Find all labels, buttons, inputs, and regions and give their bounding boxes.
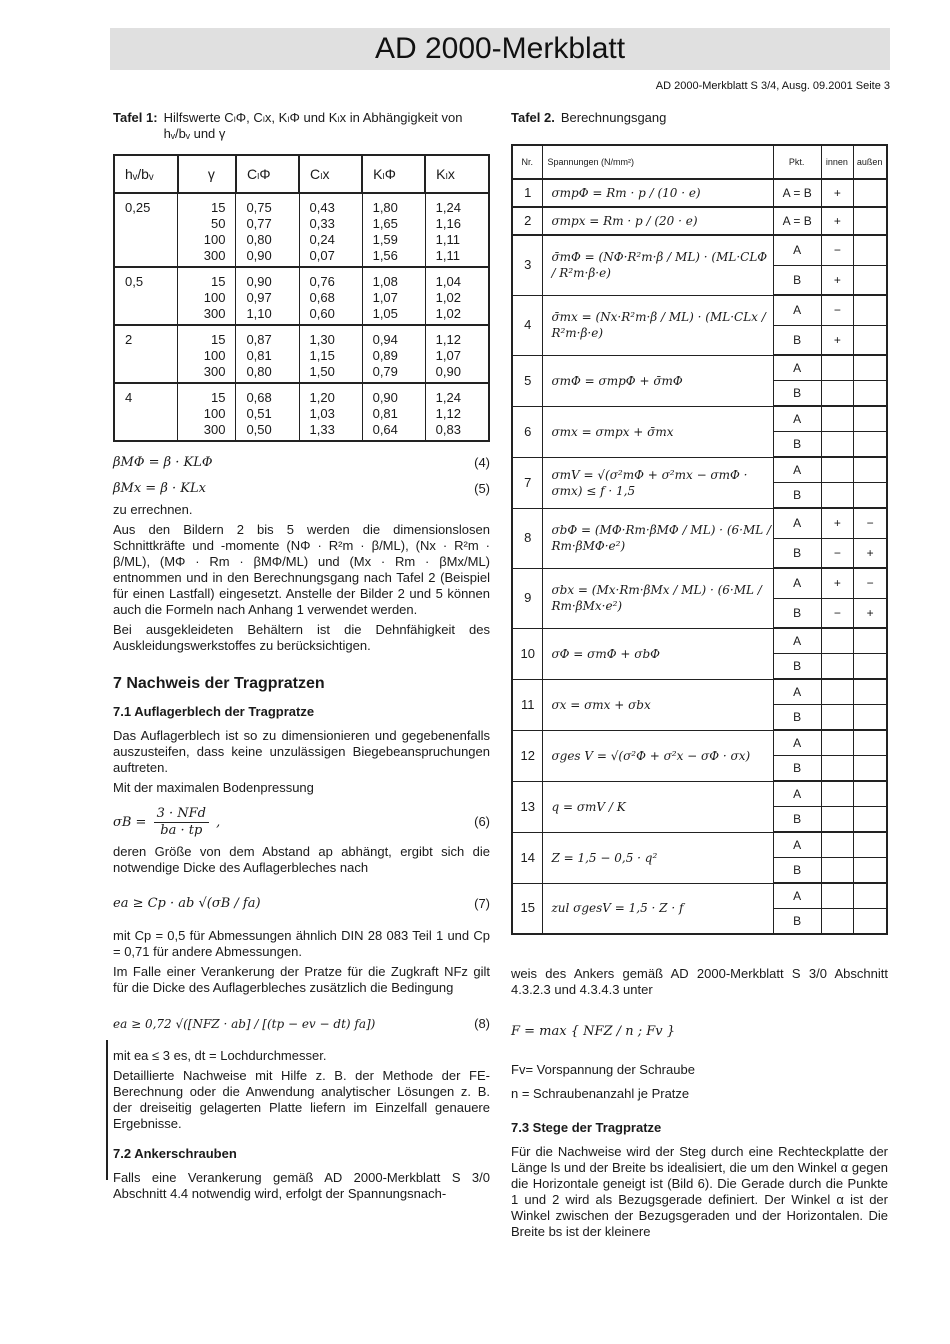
aussen-cell: [854, 406, 887, 432]
formula-cell: σ̄mx = (Nx·R²m·β / ML) · (ML·CLx / R²m·β·e): [543, 295, 773, 355]
innen-cell: −: [821, 598, 854, 628]
equation-text: ea ≥ 0,72 √([NFZ · ab] / [(tp − ev − dt) fa]): [113, 1017, 376, 1031]
aussen-cell: −: [854, 508, 887, 538]
table-row: [512, 508, 887, 538]
paragraph: Mit der maximalen Bodenpressung: [113, 780, 314, 795]
innen-cell: +: [821, 265, 854, 295]
right-column: [511, 110, 888, 1239]
pkt-cell: B: [773, 381, 821, 407]
pkt-cell: B: [773, 598, 821, 628]
cell-value: 0,90: [246, 274, 272, 289]
cell-value: 0,64: [372, 422, 398, 437]
aussen-cell: [854, 295, 887, 325]
pkt-cell: B: [773, 654, 821, 680]
cell-value: 0,87: [246, 332, 272, 347]
table-cell: [178, 325, 236, 383]
cell-value: 1,24: [435, 390, 461, 405]
row-number: 12: [512, 730, 543, 781]
table-row: [512, 457, 887, 483]
tafel1-caption-text: Hilfswerte CₗΦ, Cₗx, KₗΦ und Kₗx in Abhängigkeit von hᵥ/bᵥ und γ: [163, 110, 463, 141]
paragraph: Für die Nachweise wird der Steg durch eine Rechteckplatte der Länge ls und der Breite bs idealisiert, die um den Winkel α gegen die Horizontale geneigt ist (Bild 6). Die Gerade durch die Punkte 1 und 2 wird als Bezugsgerade definiert. Der Winkel α ist der Winkel zwischen der Bezugsgeraden und der Horizontalen. Die Breite bs ist der kleinere: [511, 1144, 888, 1239]
table-row: [512, 179, 887, 207]
paragraph: Detaillierte Nachweise mit Hilfe z. B. der Methode der FE-Berechnung oder die Anwendung analytischer Lösungen z. B. der dreiseitig gelagerten Platte liefern im Einzelfall genauere Ergebnisse.: [113, 1068, 490, 1131]
aussen-cell: [854, 355, 887, 381]
row-number: 1: [512, 179, 543, 207]
row-number: 8: [512, 508, 543, 568]
aussen-cell: [854, 909, 887, 935]
row-number: 5: [512, 355, 543, 406]
paragraph: Bei ausgekleideten Behältern ist die Dehnfähigkeit des Auskleidungswerkstoffes zu berücksichtigen.: [113, 622, 490, 653]
pkt-cell: A: [773, 568, 821, 598]
innen-cell: [821, 705, 854, 731]
formula-cell: σx = σmx + σbx: [543, 679, 773, 730]
formula-cell: σmx = σmpx + σ̄mx: [543, 406, 773, 457]
tafel2-table: [511, 144, 888, 935]
fraction-numerator: 3 · NFd: [154, 806, 209, 823]
table-cell: [114, 267, 178, 325]
table-cell: [236, 267, 299, 325]
cell-value: 1,30: [309, 332, 335, 347]
table-cell: [178, 193, 236, 267]
pkt-cell: B: [773, 705, 821, 731]
cell-value: 1,33: [309, 422, 335, 437]
page-header: [110, 28, 890, 70]
aussen-cell: [854, 457, 887, 483]
aussen-cell: [854, 730, 887, 756]
table-row: [512, 406, 887, 432]
pkt-cell: B: [773, 325, 821, 355]
formula-cell: σΦ = σmΦ + σbΦ: [543, 628, 773, 679]
innen-cell: [821, 781, 854, 807]
table-header: KₗΦ: [362, 155, 425, 193]
aussen-cell: [854, 235, 887, 265]
pkt-cell: A: [773, 679, 821, 705]
pkt-cell: B: [773, 483, 821, 509]
cell-value: 0,90: [246, 248, 272, 263]
equation-lhs: σB =: [113, 814, 147, 830]
equation-number: (8): [474, 1016, 490, 1031]
cell-value: 0,43: [309, 200, 335, 215]
pkt-cell: B: [773, 858, 821, 884]
cell-value: 0,90: [372, 390, 398, 405]
aussen-cell: [854, 705, 887, 731]
table-row: [512, 679, 887, 705]
formula-cell: σmpΦ = Rm · p / (10 · e): [543, 179, 773, 207]
table-cell: [114, 325, 178, 383]
cell-value: 0,5: [125, 274, 144, 289]
table-cell: [114, 193, 178, 267]
cell-value: 1,59: [372, 232, 398, 247]
table-header: außen: [854, 145, 887, 179]
cell-value: 1,04: [435, 274, 461, 289]
innen-cell: [821, 730, 854, 756]
table-header: Spannungen (N/mm²): [543, 145, 773, 179]
innen-cell: [821, 457, 854, 483]
cell-value: 15: [210, 200, 226, 215]
aussen-cell: [854, 265, 887, 295]
equation-text: βMΦ = β · KLΦ: [113, 455, 213, 470]
cell-value: 300: [203, 422, 226, 437]
cell-value: 0,24: [309, 232, 335, 247]
subsection-heading: 7.1 Auflagerblech der Tragpratze: [113, 704, 315, 719]
table-header: hᵥ/bᵥ: [114, 155, 178, 193]
cell-value: 300: [203, 248, 226, 263]
row-number: 2: [512, 207, 543, 235]
pkt-cell: A = B: [773, 179, 821, 207]
formula-cell: q = σmV / K: [543, 781, 773, 832]
cell-value: 1,50: [309, 364, 335, 379]
row-number: 3: [512, 235, 543, 295]
cell-value: 0,79: [372, 364, 398, 379]
fraction-denominator: ba · tp: [160, 822, 203, 838]
innen-cell: [821, 628, 854, 654]
aussen-cell: [854, 483, 887, 509]
aussen-cell: [854, 628, 887, 654]
cell-value: 0,33: [309, 216, 335, 231]
cell-value: 1,10: [246, 306, 272, 321]
cell-value: 1,02: [435, 306, 461, 321]
cell-value: 0,50: [246, 422, 272, 437]
paragraph: n = Schraubenanzahl je Pratze: [511, 1086, 690, 1101]
table-row: [512, 295, 887, 325]
cell-value: 1,07: [435, 348, 461, 363]
paragraph: zu errechnen.: [113, 502, 193, 517]
table-row: [114, 193, 489, 267]
pkt-cell: B: [773, 756, 821, 782]
table-cell: [299, 193, 362, 267]
equation-number: (5): [474, 481, 490, 496]
cell-value: 1,03: [309, 406, 335, 421]
innen-cell: [821, 483, 854, 509]
equation-number: (4): [474, 455, 490, 470]
innen-cell: [821, 654, 854, 680]
cell-value: 0,94: [372, 332, 398, 347]
document-meta: AD 2000-Merkblatt S 3/4, Ausg. 09.2001 Seite 3: [655, 80, 890, 92]
cell-value: 0,89: [372, 348, 398, 363]
table-cell: [236, 383, 299, 441]
table-cell: [425, 383, 489, 441]
innen-cell: [821, 883, 854, 909]
tafel1-table: [113, 154, 490, 442]
pkt-cell: A: [773, 406, 821, 432]
cell-value: 1,08: [372, 274, 398, 289]
equation-8: [113, 1000, 490, 1048]
cell-value: 2: [125, 332, 133, 347]
table-row: [114, 325, 489, 383]
equation-text: F = max { NFZ / n ; Fv }: [511, 1024, 675, 1039]
cell-value: 0,25: [125, 200, 151, 215]
row-number: 14: [512, 832, 543, 883]
table-header: CₗΦ: [236, 155, 299, 193]
aussen-cell: [854, 807, 887, 833]
left-column: [113, 110, 490, 1206]
pkt-cell: A: [773, 235, 821, 265]
cell-value: 1,24: [435, 200, 461, 215]
paragraph: Im Falle einer Verankerung der Pratze für die Zugkraft NFz gilt für die Dicke des Auflagerbleches zusätzlich die Bedingung: [113, 964, 490, 995]
cell-value: 50: [210, 216, 226, 231]
aussen-cell: [854, 858, 887, 884]
cell-value: 100: [203, 290, 226, 305]
formula-cell: σmpx = Rm · p / (20 · e): [543, 207, 773, 235]
innen-cell: [821, 807, 854, 833]
innen-cell: [821, 381, 854, 407]
pkt-cell: A: [773, 295, 821, 325]
cell-value: 1,12: [435, 332, 461, 347]
paragraph: mit ea ≤ 3 es, dt = Lochdurchmesser.: [113, 1048, 327, 1063]
innen-cell: −: [821, 235, 854, 265]
formula-cell: σ̄mΦ = (NΦ·R²m·β / ML) · (ML·CLΦ / R²m·β·e): [543, 235, 773, 295]
cell-value: 0,68: [309, 290, 335, 305]
aussen-cell: [854, 679, 887, 705]
pkt-cell: B: [773, 432, 821, 458]
cell-value: 0,51: [246, 406, 272, 421]
table-cell: [362, 383, 425, 441]
paragraph: Aus den Bildern 2 bis 5 werden die dimensionslosen Schnittkräfte und -momente (NΦ · R²m · β/ML), (Nx · R²m · β/ML), (MΦ · Rm · βMΦ/ML) und (Mx · Rm · βMx/ML) entnommen und in den Berechnungsgang nach Tafel 2 (Beispiel für einen Lastfall) eingesetzt. Anstelle der Bilder 2 und 5 können auch die Formeln nach Anhang 1 verwendet werden.: [113, 522, 490, 617]
pkt-cell: B: [773, 807, 821, 833]
table-cell: [178, 383, 236, 441]
table-cell: [425, 267, 489, 325]
table-row: [512, 568, 887, 598]
table-row: [512, 628, 887, 654]
row-number: 9: [512, 568, 543, 628]
tafel2-label: Tafel 2.: [511, 110, 555, 125]
table-header: innen: [821, 145, 854, 179]
pkt-cell: B: [773, 265, 821, 295]
row-number: 10: [512, 628, 543, 679]
formula-cell: σmΦ = σmpΦ + σ̄mΦ: [543, 355, 773, 406]
aussen-cell: [854, 654, 887, 680]
table-cell: [425, 325, 489, 383]
aussen-cell: [854, 381, 887, 407]
row-number: 11: [512, 679, 543, 730]
cell-value: 1,56: [372, 248, 398, 263]
pkt-cell: A: [773, 730, 821, 756]
cell-value: 1,80: [372, 200, 398, 215]
aussen-cell: +: [854, 598, 887, 628]
cell-value: 0,77: [246, 216, 272, 231]
row-number: 7: [512, 457, 543, 508]
pkt-cell: A: [773, 781, 821, 807]
table-cell: [362, 193, 425, 267]
cell-value: 0,81: [246, 348, 272, 363]
cell-value: 0,83: [435, 422, 461, 437]
cell-value: 1,65: [372, 216, 398, 231]
cell-value: 1,07: [372, 290, 398, 305]
pkt-cell: A: [773, 355, 821, 381]
table-row: [114, 383, 489, 441]
innen-cell: [821, 355, 854, 381]
table-cell: [178, 267, 236, 325]
paragraph: mit Cp = 0,5 für Abmessungen ähnlich DIN 28 083 Teil 1 und Cp = 0,71 für andere Abmessungen.: [113, 928, 490, 959]
table-row: [512, 235, 887, 265]
row-number: 4: [512, 295, 543, 355]
cell-value: 0,76: [309, 274, 335, 289]
cell-value: 1,16: [435, 216, 461, 231]
row-number: 13: [512, 781, 543, 832]
equation-4: [113, 450, 490, 476]
table-header: Nr.: [512, 145, 543, 179]
innen-cell: +: [821, 325, 854, 355]
change-marker: [106, 1040, 108, 1180]
table-row: [512, 730, 887, 756]
cell-value: 0,80: [246, 364, 272, 379]
cell-value: 0,60: [309, 306, 335, 321]
formula-cell: zul σgesV = 1,5 · Z · f: [543, 883, 773, 934]
paragraph: Das Auflagerblech ist so zu dimensionieren und gegebenenfalls auszusteifen, dass keine unzulässigen Biegebeanspruchungen auftreten.: [113, 728, 490, 775]
equation-7: [113, 880, 490, 928]
cell-value: 100: [203, 348, 226, 363]
paragraph: weis des Ankers gemäß AD 2000-Merkblatt S 3/0 Abschnitt 4.3.2.3 und 4.3.4.3 unter: [511, 966, 888, 997]
cell-value: 0,90: [435, 364, 461, 379]
cell-value: 300: [203, 364, 226, 379]
innen-cell: [821, 406, 854, 432]
cell-value: 4: [125, 390, 133, 405]
innen-cell: +: [821, 508, 854, 538]
paragraph: Fv= Vorspannung der Schraube: [511, 1062, 695, 1077]
aussen-cell: [854, 207, 887, 235]
table-cell: [299, 325, 362, 383]
equation-6: σB = $\frac{\text{3 · NFd}}{ba \cdot tp}$ , (6): [113, 805, 490, 838]
innen-cell: [821, 756, 854, 782]
table-cell: [236, 325, 299, 383]
innen-cell: +: [821, 568, 854, 598]
table-row: [512, 883, 887, 909]
table-cell: [114, 383, 178, 441]
formula-cell: σbx = (Mx·Rm·βMx / ML) · (6·ML / Rm·βMx·e²): [543, 568, 773, 628]
aussen-cell: [854, 325, 887, 355]
tafel1-caption: [113, 110, 490, 142]
innen-cell: [821, 909, 854, 935]
formula-cell: σges V = √(σ²Φ + σ²x − σΦ · σx): [543, 730, 773, 781]
cell-value: 15: [210, 274, 226, 289]
paragraph: Falls eine Verankerung gemäß AD 2000-Merkblatt S 3/0 Abschnitt 4.4 notwendig wird, erfolgt der Spannungsnach-: [113, 1170, 490, 1201]
aussen-cell: −: [854, 568, 887, 598]
aussen-cell: +: [854, 538, 887, 568]
equation-number: (7): [474, 896, 490, 911]
table-row: [512, 781, 887, 807]
innen-cell: [821, 432, 854, 458]
table-cell: [362, 325, 425, 383]
innen-cell: +: [821, 179, 854, 207]
tafel1-label: Tafel 1:: [113, 110, 158, 125]
aussen-cell: [854, 832, 887, 858]
innen-cell: −: [821, 295, 854, 325]
equation-number: (6): [474, 814, 490, 829]
cell-value: 100: [203, 406, 226, 421]
row-number: 6: [512, 406, 543, 457]
tafel2-caption: [511, 110, 888, 126]
aussen-cell: [854, 179, 887, 207]
cell-value: 1,15: [309, 348, 335, 363]
aussen-cell: [854, 756, 887, 782]
pkt-cell: A: [773, 457, 821, 483]
equation-F: [511, 1002, 888, 1062]
formula-cell: σbΦ = (MΦ·Rm·βMΦ / ML) · (6·ML / Rm·βMΦ·e²): [543, 508, 773, 568]
row-number: 15: [512, 883, 543, 934]
equation-5: [113, 476, 490, 502]
pkt-cell: B: [773, 538, 821, 568]
subsection-heading: 7.2 Ankerschrauben: [113, 1146, 237, 1161]
cell-value: 0,68: [246, 390, 272, 405]
table-cell: [299, 383, 362, 441]
page-title: AD 2000-Merkblatt: [374, 32, 626, 65]
pkt-cell: A: [773, 832, 821, 858]
paragraph: deren Größe von dem Abstand ap abhängt, ergibt sich die notwendige Dicke des Auflagerbleches nach: [113, 844, 490, 875]
table-cell: [236, 193, 299, 267]
innen-cell: −: [821, 538, 854, 568]
table-header: Kₗx: [425, 155, 489, 193]
formula-cell: σmV = √(σ²mΦ + σ²mx − σmΦ · σmx) ≤ f · 1,5: [543, 457, 773, 508]
table-cell: [299, 267, 362, 325]
cell-value: 15: [210, 390, 226, 405]
table-header: γ: [178, 155, 236, 193]
innen-cell: [821, 679, 854, 705]
aussen-cell: [854, 883, 887, 909]
cell-value: 15: [210, 332, 226, 347]
innen-cell: +: [821, 207, 854, 235]
table-cell: [425, 193, 489, 267]
pkt-cell: A: [773, 628, 821, 654]
cell-value: 1,12: [435, 406, 461, 421]
cell-value: 1,11: [435, 248, 461, 263]
cell-value: 100: [203, 232, 226, 247]
table-header: Cₗx: [299, 155, 362, 193]
cell-value: 0,07: [309, 248, 335, 263]
table-row: [512, 832, 887, 858]
formula-cell: Z = 1,5 − 0,5 · q²: [543, 832, 773, 883]
table-cell: [362, 267, 425, 325]
cell-value: 300: [203, 306, 226, 321]
pkt-cell: A = B: [773, 207, 821, 235]
cell-value: 1,05: [372, 306, 398, 321]
equation-text: βMx = β · KLx: [113, 481, 206, 496]
table-row: [512, 355, 887, 381]
innen-cell: [821, 832, 854, 858]
aussen-cell: [854, 781, 887, 807]
cell-value: 0,81: [372, 406, 398, 421]
cell-value: 1,02: [435, 290, 461, 305]
cell-value: 1,20: [309, 390, 335, 405]
pkt-cell: A: [773, 883, 821, 909]
pkt-cell: B: [773, 909, 821, 935]
aussen-cell: [854, 432, 887, 458]
cell-value: 0,80: [246, 232, 272, 247]
cell-value: 0,75: [246, 200, 272, 215]
pkt-cell: A: [773, 508, 821, 538]
table-header: Pkt.: [773, 145, 821, 179]
subsection-heading: 7.3 Stege der Tragpratze: [511, 1120, 662, 1135]
cell-value: 0,97: [246, 290, 272, 305]
section-heading: 7 Nachweis der Tragpratzen: [113, 675, 325, 692]
table-row: [114, 267, 489, 325]
cell-value: 1,11: [435, 232, 461, 247]
table-row: [512, 207, 887, 235]
innen-cell: [821, 858, 854, 884]
equation-text: ea ≥ Cp · ab √(σB / fa): [113, 896, 261, 911]
tafel2-caption-text: Berechnungsgang: [560, 110, 667, 125]
